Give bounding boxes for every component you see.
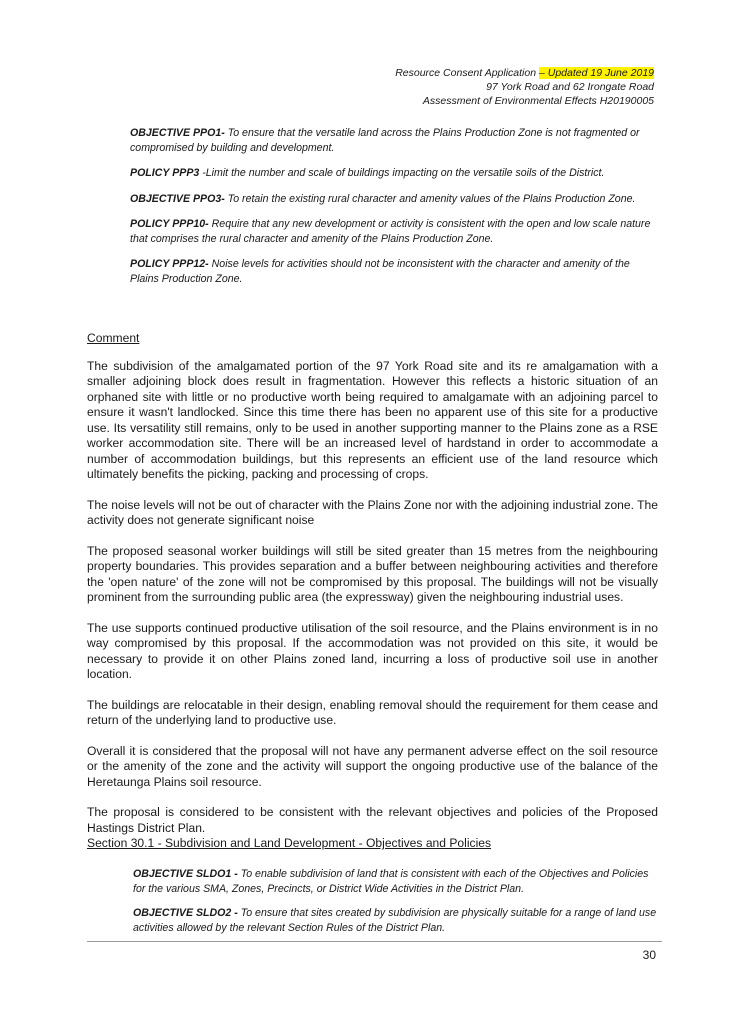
objective-label: POLICY PPP10-: [130, 218, 209, 230]
objectives-block: [130, 126, 660, 297]
header-line-2: 97 York Road and 62 Irongate Road: [486, 81, 654, 93]
comment-heading: Comment: [87, 331, 140, 345]
objective-text: Noise levels for activities should not be inconsistent with the character and amenity of the Plains Production Zone.: [130, 258, 630, 285]
body-paragraph: The subdivision of the amalgamated portion of the 97 York Road site and its re amalgamation with a smaller adjoining block does result in fragmentation. However this reflects a historic situation of an orphaned site with little or no productive worth being required to amalgamate with an adjoining parcel to ensure it wasn't landlocked. Since this time there has been no apparent use of this site for a productive use. Its versatility still remains, only to be used in another supporting manner to the Plains zone as a RSE worker accommodation site. There will be an increased level of hardstand in order to accommodate a number of accommodation buildings, but this represents an efficient use of the land resource which ultimately benefits the picking, packing and processing of crops.: [87, 358, 658, 481]
objective-item: [130, 192, 660, 207]
objective-label: POLICY PPP12-: [130, 258, 209, 270]
objective-label: OBJECTIVE SLDO1 -: [133, 868, 238, 880]
body-paragraph: The noise levels will not be out of character with the Plains Zone nor with the adjoining industrial zone. The activity does not generate significant noise: [87, 497, 658, 527]
objective-item: [133, 867, 660, 896]
objective-item: [133, 906, 660, 935]
subdivision-objectives-block: [133, 867, 660, 945]
objective-label: OBJECTIVE PPO1-: [130, 127, 225, 139]
page-header: [395, 66, 654, 108]
header-line-3: Assessment of Environmental Effects H20190005: [422, 95, 654, 107]
objective-text: Require that any new development or activity is consistent with the open and low scale nature that comprises the rural character and amenity of the Plains Production Zone.: [130, 218, 651, 245]
objective-item: [130, 217, 660, 246]
body-paragraph: The proposal is considered to be consistent with the relevant objectives and policies of the Proposed Hastings District Plan.: [87, 805, 658, 835]
objective-label: OBJECTIVE SLDO2 -: [133, 907, 238, 919]
section-heading: Section 30.1 - Subdivision and Land Development - Objectives and Policies: [87, 836, 492, 850]
objective-text: To ensure that the versatile land across the Plains Production Zone is not fragmented or compromised by building and development.: [130, 127, 640, 154]
objective-text: -Limit the number and scale of buildings impacting on the versatile soils of the District.: [199, 167, 605, 179]
header-update-highlight: – Updated 19 June 2019: [538, 67, 654, 79]
objective-item: [130, 166, 660, 181]
header-line-1: [395, 66, 654, 80]
page-number: 30: [642, 948, 656, 962]
objective-text: To retain the existing rural character and amenity values of the Plains Production Zone.: [224, 192, 636, 205]
body-paragraph: The buildings are relocatable in their design, enabling removal should the requirement for them cease and return of the underlying land to productive use.: [87, 697, 658, 727]
body-paragraph: The use supports continued productive utilisation of the soil resource, and the Plains environment is in no way compromised by this proposal. If the accommodation was not provided on this site, it would be necessary to provide it on other Plains zoned land, incurring a loss of productive soil use in another location.: [87, 620, 658, 681]
footer-divider: [87, 941, 662, 942]
objective-text: To ensure that sites created by subdivision are physically suitable for a range of land use activities allowed by the relevant Section Rules of the District Plan.: [133, 907, 657, 934]
objective-label: POLICY PPP3: [130, 167, 200, 179]
body-paragraph: Overall it is considered that the proposal will not have any permanent adverse effect on the soil resource or the amenity of the zone and the activity will support the ongoing productive use of the balance of the Heretaunga Plains soil resource.: [87, 743, 658, 789]
body-paragraph: The proposed seasonal worker buildings will still be sited greater than 15 metres from the neighbouring property boundaries. This provides separation and a buffer between neighbouring activities and therefore the 'open nature' of the zone will not be compromised by this proposal. The buildings will not be visually prominent from the surrounding public area (the expressway) given the neighbouring industrial uses.: [87, 543, 658, 604]
objective-item: [130, 257, 660, 286]
comment-section: [87, 331, 658, 852]
objective-text: To enable subdivision of land that is consistent with each of the Objectives and Policies for the various SMA, Zones, Precincts, or District Wide Activities in the District Plan.: [133, 868, 649, 895]
header-title: Resource Consent Application: [395, 67, 539, 79]
objective-label: OBJECTIVE PPO3-: [130, 192, 225, 205]
objective-item: [130, 126, 660, 155]
